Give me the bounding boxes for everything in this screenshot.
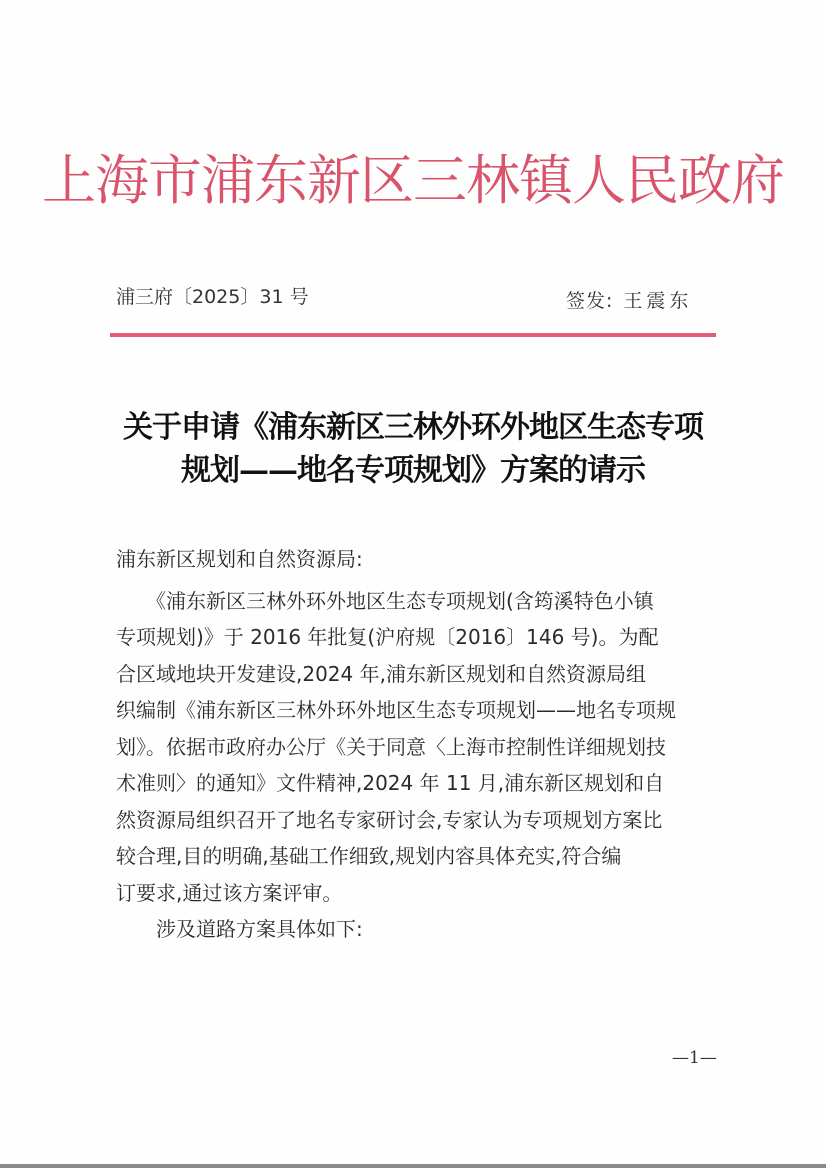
document-title-line-2: 规划——地名专项规划》方案的请示: [181, 453, 645, 488]
body-line: 合区域地块开发建设,2024 年,浦东新区规划和自然资源局组: [116, 661, 646, 686]
body-line: 专项规划)》于 2016 年批复(沪府规〔2016〕146 号)。为配: [116, 625, 659, 649]
document-title-line-1: 关于申请《浦东新区三林外环外地区生态专项: [123, 410, 703, 445]
body-line: 订要求,通过该方案评审。: [116, 880, 343, 905]
signer-name: 王震东: [623, 290, 693, 312]
issuing-authority-header: 上海市浦东新区三林镇人民政府: [42, 149, 784, 212]
page-number: —1—: [672, 1048, 717, 1068]
signer-label: 签发:: [566, 290, 614, 312]
body-line: 术准则〉的通知》文件精神,2024 年 11 月,浦东新区规划和自: [116, 771, 665, 795]
salutation: 浦东新区规划和自然资源局:: [116, 547, 363, 571]
body-line: 《浦东新区三林外环外地区生态专项规划(含筠溪特色小镇: [116, 588, 654, 613]
body-line: 较合理,目的明确,基础工作细致,规划内容具体充实,符合编: [116, 844, 622, 868]
signer-block: [566, 287, 692, 315]
document-number: 浦三府〔2025〕31 号: [116, 286, 309, 308]
document-title: [110, 406, 716, 492]
body-line: 然资源局组织召开了地名专家研讨会,专家认为专项规划方案比: [116, 807, 663, 832]
document-body: [116, 541, 736, 948]
body-line: 划》。依据市政府办公厅《关于同意〈上海市控制性详细规划技: [116, 734, 666, 759]
body-line: 涉及道路方案具体如下:: [116, 917, 363, 941]
scan-bottom-edge: [0, 1164, 826, 1168]
body-line: 织编制《浦东新区三林外环外地区生态专项规划——地名专项规: [116, 698, 676, 722]
red-divider-rule: [110, 333, 716, 337]
